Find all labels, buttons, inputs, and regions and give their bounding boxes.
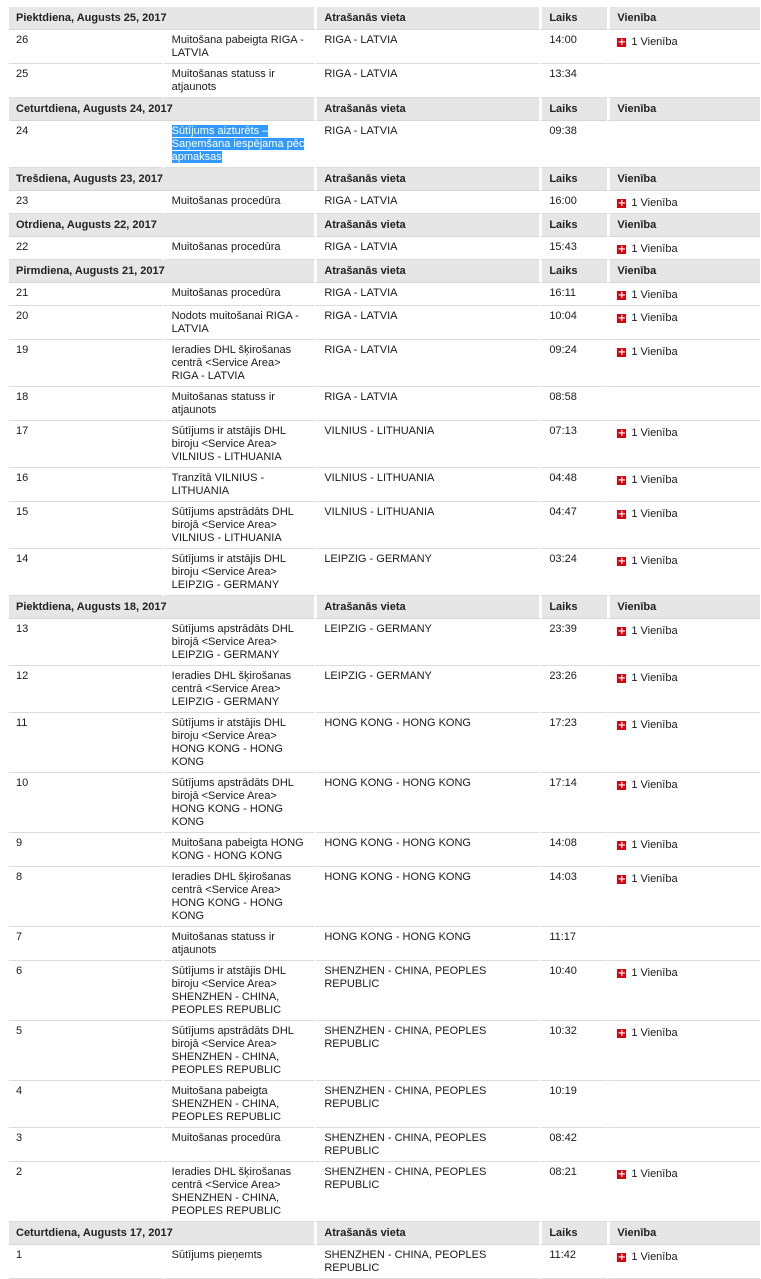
event-time: 17:23 bbox=[539, 713, 607, 773]
event-number: 15 bbox=[9, 502, 162, 549]
pieces-cell bbox=[607, 30, 760, 64]
event-number: 20 bbox=[9, 306, 162, 340]
pieces-label[interactable]: 1 Vienība bbox=[631, 243, 678, 255]
event-row bbox=[9, 340, 760, 387]
shipment-history-body bbox=[9, 7, 760, 1279]
event-description-cell bbox=[162, 283, 315, 306]
plus-expand-icon[interactable]: + bbox=[617, 428, 626, 439]
pieces-label[interactable]: 1 Vienība bbox=[631, 312, 678, 324]
event-location: SHENZHEN - CHINA, PEOPLES REPUBLIC bbox=[314, 1021, 539, 1081]
event-time: 15:43 bbox=[539, 237, 607, 260]
location-column-header: Atrašanās vieta bbox=[314, 214, 539, 237]
event-description: Muitošanas procedūra bbox=[171, 241, 281, 253]
pieces-label[interactable]: 1 Vienība bbox=[631, 839, 678, 851]
pieces-expand-toggle[interactable] bbox=[617, 508, 677, 521]
plus-expand-icon[interactable]: + bbox=[617, 509, 626, 520]
event-time: 07:13 bbox=[539, 421, 607, 468]
event-row bbox=[9, 237, 760, 260]
event-description: Sūtījums pieņemts bbox=[171, 1249, 263, 1261]
plus-expand-icon[interactable]: + bbox=[617, 1028, 626, 1039]
event-row bbox=[9, 1128, 760, 1162]
event-description: Ieradies DHL šķirošanas centrā <Service Area> LEIPZIG - GERMANY bbox=[171, 670, 292, 708]
event-time: 10:19 bbox=[539, 1081, 607, 1128]
event-number: 14 bbox=[9, 549, 162, 596]
event-description: Muitošanas procedūra bbox=[171, 195, 281, 207]
event-description: Muitošana pabeigta RIGA - LATVIA bbox=[171, 34, 304, 59]
pieces-cell bbox=[607, 306, 760, 340]
pieces-cell bbox=[607, 713, 760, 773]
event-description-cell bbox=[162, 833, 315, 867]
event-row bbox=[9, 502, 760, 549]
time-column-header: Laiks bbox=[539, 260, 607, 283]
event-time: 16:11 bbox=[539, 283, 607, 306]
pieces-label[interactable]: 1 Vienība bbox=[631, 508, 678, 520]
pieces-label[interactable]: 1 Vienība bbox=[631, 779, 678, 791]
event-row bbox=[9, 1021, 760, 1081]
pieces-cell bbox=[607, 1081, 760, 1128]
event-description: Muitošanas statuss ir atjaunots bbox=[171, 68, 275, 93]
pieces-label[interactable]: 1 Vienība bbox=[631, 1027, 678, 1039]
event-location: HONG KONG - HONG KONG bbox=[314, 833, 539, 867]
event-description-cell bbox=[162, 1245, 315, 1279]
pieces-column-header: Vienība bbox=[607, 596, 760, 619]
event-description-cell bbox=[162, 191, 315, 214]
event-number: 9 bbox=[9, 833, 162, 867]
event-location: LEIPZIG - GERMANY bbox=[314, 619, 539, 666]
pieces-cell bbox=[607, 961, 760, 1021]
plus-expand-icon[interactable]: + bbox=[617, 290, 626, 301]
time-column-header: Laiks bbox=[539, 7, 607, 30]
plus-expand-icon[interactable]: + bbox=[617, 720, 626, 731]
event-description: Muitošanas statuss ir atjaunots bbox=[171, 391, 275, 416]
plus-expand-icon[interactable]: + bbox=[617, 244, 626, 255]
event-number: 17 bbox=[9, 421, 162, 468]
pieces-cell bbox=[607, 340, 760, 387]
day-heading: Pirmdiena, Augusts 21, 2017 bbox=[9, 260, 314, 283]
event-time: 09:24 bbox=[539, 340, 607, 387]
pieces-label[interactable]: 1 Vienība bbox=[631, 625, 678, 637]
pieces-cell bbox=[607, 468, 760, 502]
day-heading: Trešdiena, Augusts 23, 2017 bbox=[9, 168, 314, 191]
event-time: 10:04 bbox=[539, 306, 607, 340]
event-location: RIGA - LATVIA bbox=[314, 30, 539, 64]
event-description: Muitošanas procedūra bbox=[171, 1132, 281, 1144]
pieces-cell bbox=[607, 1162, 760, 1222]
pieces-column-header: Vienība bbox=[607, 168, 760, 191]
event-location: LEIPZIG - GERMANY bbox=[314, 666, 539, 713]
event-description: Sūtījums ir atstājis DHL biroju <Service Area> LEIPZIG - GERMANY bbox=[171, 553, 286, 591]
event-description: Sūtījums apstrādāts DHL birojā <Service Area> SHENZHEN - CHINA, PEOPLES REPUBLIC bbox=[171, 1025, 294, 1076]
event-time: 03:24 bbox=[539, 549, 607, 596]
pieces-cell bbox=[607, 927, 760, 961]
event-number: 11 bbox=[9, 713, 162, 773]
event-description-cell bbox=[162, 1128, 315, 1162]
event-row bbox=[9, 833, 760, 867]
event-number: 22 bbox=[9, 237, 162, 260]
event-row bbox=[9, 1081, 760, 1128]
pieces-label[interactable]: 1 Vienība bbox=[631, 474, 678, 486]
plus-expand-icon[interactable]: + bbox=[617, 1169, 626, 1180]
event-location: RIGA - LATVIA bbox=[314, 237, 539, 260]
pieces-cell bbox=[607, 833, 760, 867]
location-column-header: Atrašanās vieta bbox=[314, 1222, 539, 1245]
time-column-header: Laiks bbox=[539, 98, 607, 121]
pieces-expand-toggle[interactable] bbox=[617, 427, 677, 440]
event-description: Tranzītā VILNIUS - LITHUANIA bbox=[171, 472, 265, 497]
event-time: 11:17 bbox=[539, 927, 607, 961]
pieces-cell bbox=[607, 387, 760, 421]
event-location: LEIPZIG - GERMANY bbox=[314, 549, 539, 596]
pieces-column-header: Vienība bbox=[607, 260, 760, 283]
event-description: Ieradies DHL šķirošanas centrā <Service Area> SHENZHEN - CHINA, PEOPLES REPUBLIC bbox=[171, 1166, 292, 1217]
pieces-label[interactable]: 1 Vienība bbox=[631, 1168, 678, 1180]
event-description-cell bbox=[162, 773, 315, 833]
event-description: Muitošana pabeigta HONG KONG - HONG KONG bbox=[171, 837, 304, 862]
day-header-row bbox=[9, 1222, 760, 1245]
plus-expand-icon[interactable]: + bbox=[617, 556, 626, 567]
pieces-label[interactable]: 1 Vienība bbox=[631, 1251, 678, 1263]
pieces-label[interactable]: 1 Vienība bbox=[631, 873, 678, 885]
pieces-expand-toggle[interactable] bbox=[617, 1168, 677, 1181]
pieces-label[interactable]: 1 Vienība bbox=[631, 346, 678, 358]
day-heading: Ceturtdiena, Augusts 17, 2017 bbox=[9, 1222, 314, 1245]
event-number: 8 bbox=[9, 867, 162, 927]
time-column-header: Laiks bbox=[539, 1222, 607, 1245]
event-description: Sūtījums ir atstājis DHL biroju <Service Area> HONG KONG - HONG KONG bbox=[171, 717, 286, 768]
event-row bbox=[9, 773, 760, 833]
location-column-header: Atrašanās vieta bbox=[314, 596, 539, 619]
event-row bbox=[9, 387, 760, 421]
location-column-header: Atrašanās vieta bbox=[314, 7, 539, 30]
pieces-cell bbox=[607, 283, 760, 306]
event-location: RIGA - LATVIA bbox=[314, 340, 539, 387]
location-column-header: Atrašanās vieta bbox=[314, 168, 539, 191]
event-time: 10:32 bbox=[539, 1021, 607, 1081]
event-description: Nodots muitošanai RIGA - LATVIA bbox=[171, 310, 299, 335]
event-time: 23:39 bbox=[539, 619, 607, 666]
event-description: Muitošanas procedūra bbox=[171, 287, 281, 299]
event-number: 24 bbox=[9, 121, 162, 168]
pieces-expand-toggle[interactable] bbox=[617, 672, 677, 685]
event-location: HONG KONG - HONG KONG bbox=[314, 713, 539, 773]
event-description-cell bbox=[162, 1021, 315, 1081]
time-column-header: Laiks bbox=[539, 596, 607, 619]
event-row bbox=[9, 713, 760, 773]
event-time: 09:38 bbox=[539, 121, 607, 168]
event-number: 7 bbox=[9, 927, 162, 961]
pieces-label[interactable]: 1 Vienība bbox=[631, 289, 678, 301]
plus-expand-icon[interactable]: + bbox=[617, 347, 626, 358]
event-number: 26 bbox=[9, 30, 162, 64]
pieces-expand-toggle[interactable] bbox=[617, 289, 677, 302]
event-location: RIGA - LATVIA bbox=[314, 121, 539, 168]
day-heading: Ceturtdiena, Augusts 24, 2017 bbox=[9, 98, 314, 121]
event-time: 16:00 bbox=[539, 191, 607, 214]
pieces-expand-toggle[interactable] bbox=[617, 719, 677, 732]
event-location: SHENZHEN - CHINA, PEOPLES REPUBLIC bbox=[314, 1162, 539, 1222]
event-number: 25 bbox=[9, 64, 162, 98]
pieces-cell bbox=[607, 619, 760, 666]
pieces-column-header: Vienība bbox=[607, 7, 760, 30]
day-heading: Piektdiena, Augusts 18, 2017 bbox=[9, 596, 314, 619]
plus-expand-icon[interactable]: + bbox=[617, 198, 626, 209]
day-header-row bbox=[9, 260, 760, 283]
event-time: 14:08 bbox=[539, 833, 607, 867]
plus-expand-icon[interactable]: + bbox=[617, 968, 626, 979]
event-location: RIGA - LATVIA bbox=[314, 64, 539, 98]
event-number: 6 bbox=[9, 961, 162, 1021]
event-row bbox=[9, 121, 760, 168]
event-row bbox=[9, 549, 760, 596]
event-location: RIGA - LATVIA bbox=[314, 191, 539, 214]
event-location: VILNIUS - LITHUANIA bbox=[314, 421, 539, 468]
pieces-expand-toggle[interactable] bbox=[617, 555, 677, 568]
event-description-cell bbox=[162, 867, 315, 927]
event-number: 4 bbox=[9, 1081, 162, 1128]
event-location: VILNIUS - LITHUANIA bbox=[314, 502, 539, 549]
event-description: Sūtījums ir atstājis DHL biroju <Service Area> VILNIUS - LITHUANIA bbox=[171, 425, 286, 463]
event-row bbox=[9, 30, 760, 64]
event-row bbox=[9, 1245, 760, 1279]
event-description: Sūtījums apstrādāts DHL birojā <Service Area> HONG KONG - HONG KONG bbox=[171, 777, 294, 828]
event-row bbox=[9, 468, 760, 502]
event-row bbox=[9, 64, 760, 98]
day-header-row bbox=[9, 214, 760, 237]
pieces-expand-toggle[interactable] bbox=[617, 1027, 677, 1040]
pieces-expand-toggle[interactable] bbox=[617, 625, 677, 638]
pieces-column-header: Vienība bbox=[607, 98, 760, 121]
event-number: 1 bbox=[9, 1245, 162, 1279]
location-column-header: Atrašanās vieta bbox=[314, 260, 539, 283]
pieces-label[interactable]: 1 Vienība bbox=[631, 555, 678, 567]
event-description-cell bbox=[162, 1162, 315, 1222]
event-description-cell bbox=[162, 619, 315, 666]
event-description-cell bbox=[162, 468, 315, 502]
day-heading: Piektdiena, Augusts 25, 2017 bbox=[9, 7, 314, 30]
location-column-header: Atrašanās vieta bbox=[314, 98, 539, 121]
event-number: 19 bbox=[9, 340, 162, 387]
event-number: 12 bbox=[9, 666, 162, 713]
event-description-cell bbox=[162, 121, 315, 168]
pieces-expand-toggle[interactable] bbox=[617, 36, 677, 49]
plus-expand-icon[interactable]: + bbox=[617, 673, 626, 684]
event-location: HONG KONG - HONG KONG bbox=[314, 773, 539, 833]
event-number: 21 bbox=[9, 283, 162, 306]
pieces-cell bbox=[607, 549, 760, 596]
event-number: 13 bbox=[9, 619, 162, 666]
pieces-expand-toggle[interactable] bbox=[617, 1251, 677, 1264]
plus-expand-icon[interactable]: + bbox=[617, 874, 626, 885]
event-description: Sūtījums apstrādāts DHL birojā <Service Area> VILNIUS - LITHUANIA bbox=[171, 506, 294, 544]
event-time: 04:47 bbox=[539, 502, 607, 549]
event-location: SHENZHEN - CHINA, PEOPLES REPUBLIC bbox=[314, 1128, 539, 1162]
event-description-cell bbox=[162, 306, 315, 340]
event-location: RIGA - LATVIA bbox=[314, 283, 539, 306]
event-time: 14:00 bbox=[539, 30, 607, 64]
pieces-cell bbox=[607, 1245, 760, 1279]
event-time: 08:21 bbox=[539, 1162, 607, 1222]
plus-expand-icon[interactable]: + bbox=[617, 313, 626, 324]
pieces-cell bbox=[607, 421, 760, 468]
event-location: RIGA - LATVIA bbox=[314, 306, 539, 340]
event-number: 3 bbox=[9, 1128, 162, 1162]
plus-expand-icon[interactable]: + bbox=[617, 1252, 626, 1263]
pieces-expand-toggle[interactable] bbox=[617, 312, 677, 325]
event-description: Muitošanas statuss ir atjaunots bbox=[171, 931, 275, 956]
event-description-cell bbox=[162, 1081, 315, 1128]
event-number: 23 bbox=[9, 191, 162, 214]
event-description: Sūtījums ir atstājis DHL biroju <Service Area> SHENZHEN - CHINA, PEOPLES REPUBLIC bbox=[171, 965, 286, 1016]
event-description: Muitošana pabeigta SHENZHEN - CHINA, PEOPLES REPUBLIC bbox=[171, 1085, 282, 1123]
pieces-label[interactable]: 1 Vienība bbox=[631, 36, 678, 48]
event-location: RIGA - LATVIA bbox=[314, 387, 539, 421]
pieces-cell bbox=[607, 237, 760, 260]
event-time: 14:03 bbox=[539, 867, 607, 927]
event-description-cell bbox=[162, 64, 315, 98]
event-number: 5 bbox=[9, 1021, 162, 1081]
event-description: Ieradies DHL šķirošanas centrā <Service Area> HONG KONG - HONG KONG bbox=[171, 871, 292, 922]
event-number: 10 bbox=[9, 773, 162, 833]
plus-expand-icon[interactable]: + bbox=[617, 840, 626, 851]
day-header-row bbox=[9, 596, 760, 619]
event-time: 11:42 bbox=[539, 1245, 607, 1279]
event-time: 13:34 bbox=[539, 64, 607, 98]
event-row bbox=[9, 867, 760, 927]
event-time: 23:26 bbox=[539, 666, 607, 713]
pieces-label[interactable]: 1 Vienība bbox=[631, 967, 678, 979]
pieces-expand-toggle[interactable] bbox=[617, 474, 677, 487]
pieces-cell bbox=[607, 773, 760, 833]
event-row bbox=[9, 191, 760, 214]
pieces-cell bbox=[607, 121, 760, 168]
day-header-row bbox=[9, 98, 760, 121]
pieces-cell bbox=[607, 64, 760, 98]
day-header-row bbox=[9, 7, 760, 30]
plus-expand-icon[interactable]: + bbox=[617, 626, 626, 637]
event-location: SHENZHEN - CHINA, PEOPLES REPUBLIC bbox=[314, 1081, 539, 1128]
event-row bbox=[9, 306, 760, 340]
event-number: 18 bbox=[9, 387, 162, 421]
time-column-header: Laiks bbox=[539, 214, 607, 237]
pieces-cell bbox=[607, 1021, 760, 1081]
event-time: 04:48 bbox=[539, 468, 607, 502]
pieces-expand-toggle[interactable] bbox=[617, 967, 677, 980]
event-description-cell bbox=[162, 927, 315, 961]
day-header-row bbox=[9, 168, 760, 191]
plus-expand-icon[interactable]: + bbox=[617, 780, 626, 791]
event-location: HONG KONG - HONG KONG bbox=[314, 867, 539, 927]
pieces-cell bbox=[607, 191, 760, 214]
shipment-history-table bbox=[9, 7, 760, 1279]
pieces-column-header: Vienība bbox=[607, 214, 760, 237]
event-time: 08:42 bbox=[539, 1128, 607, 1162]
event-time: 17:14 bbox=[539, 773, 607, 833]
event-location: VILNIUS - LITHUANIA bbox=[314, 468, 539, 502]
event-description: Sūtījums aizturēts – Saņemšana iespējama pēc apmaksas bbox=[171, 125, 305, 163]
pieces-cell bbox=[607, 867, 760, 927]
event-row bbox=[9, 961, 760, 1021]
pieces-cell bbox=[607, 1128, 760, 1162]
pieces-expand-toggle[interactable] bbox=[617, 346, 677, 359]
plus-expand-icon[interactable]: + bbox=[617, 475, 626, 486]
pieces-expand-toggle[interactable] bbox=[617, 243, 677, 256]
event-location: HONG KONG - HONG KONG bbox=[314, 927, 539, 961]
pieces-cell bbox=[607, 666, 760, 713]
event-description-cell bbox=[162, 713, 315, 773]
event-description-cell bbox=[162, 961, 315, 1021]
event-description-cell bbox=[162, 340, 315, 387]
event-row bbox=[9, 421, 760, 468]
event-row bbox=[9, 619, 760, 666]
pieces-cell bbox=[607, 502, 760, 549]
pieces-expand-toggle[interactable] bbox=[617, 839, 677, 852]
event-description-cell bbox=[162, 237, 315, 260]
event-location: SHENZHEN - CHINA, PEOPLES REPUBLIC bbox=[314, 961, 539, 1021]
pieces-label[interactable]: 1 Vienība bbox=[631, 719, 678, 731]
pieces-expand-toggle[interactable] bbox=[617, 873, 677, 886]
event-row bbox=[9, 1162, 760, 1222]
pieces-label[interactable]: 1 Vienība bbox=[631, 197, 678, 209]
event-time: 10:40 bbox=[539, 961, 607, 1021]
pieces-label[interactable]: 1 Vienība bbox=[631, 427, 678, 439]
event-row bbox=[9, 666, 760, 713]
event-description: Ieradies DHL šķirošanas centrā <Service Area> RIGA - LATVIA bbox=[171, 344, 292, 382]
event-row bbox=[9, 283, 760, 306]
pieces-label[interactable]: 1 Vienība bbox=[631, 672, 678, 684]
event-description: Sūtījums apstrādāts DHL birojā <Service Area> LEIPZIG - GERMANY bbox=[171, 623, 294, 661]
event-row bbox=[9, 927, 760, 961]
event-description-cell bbox=[162, 30, 315, 64]
event-description-cell bbox=[162, 387, 315, 421]
event-description-cell bbox=[162, 421, 315, 468]
event-number: 16 bbox=[9, 468, 162, 502]
time-column-header: Laiks bbox=[539, 168, 607, 191]
plus-expand-icon[interactable]: + bbox=[617, 37, 626, 48]
pieces-column-header: Vienība bbox=[607, 1222, 760, 1245]
event-time: 08:58 bbox=[539, 387, 607, 421]
event-description-cell bbox=[162, 666, 315, 713]
pieces-expand-toggle[interactable] bbox=[617, 779, 677, 792]
day-heading: Otrdiena, Augusts 22, 2017 bbox=[9, 214, 314, 237]
event-description-cell bbox=[162, 549, 315, 596]
event-description-cell bbox=[162, 502, 315, 549]
event-location: SHENZHEN - CHINA, PEOPLES REPUBLIC bbox=[314, 1245, 539, 1279]
event-number: 2 bbox=[9, 1162, 162, 1222]
pieces-expand-toggle[interactable] bbox=[617, 197, 677, 210]
